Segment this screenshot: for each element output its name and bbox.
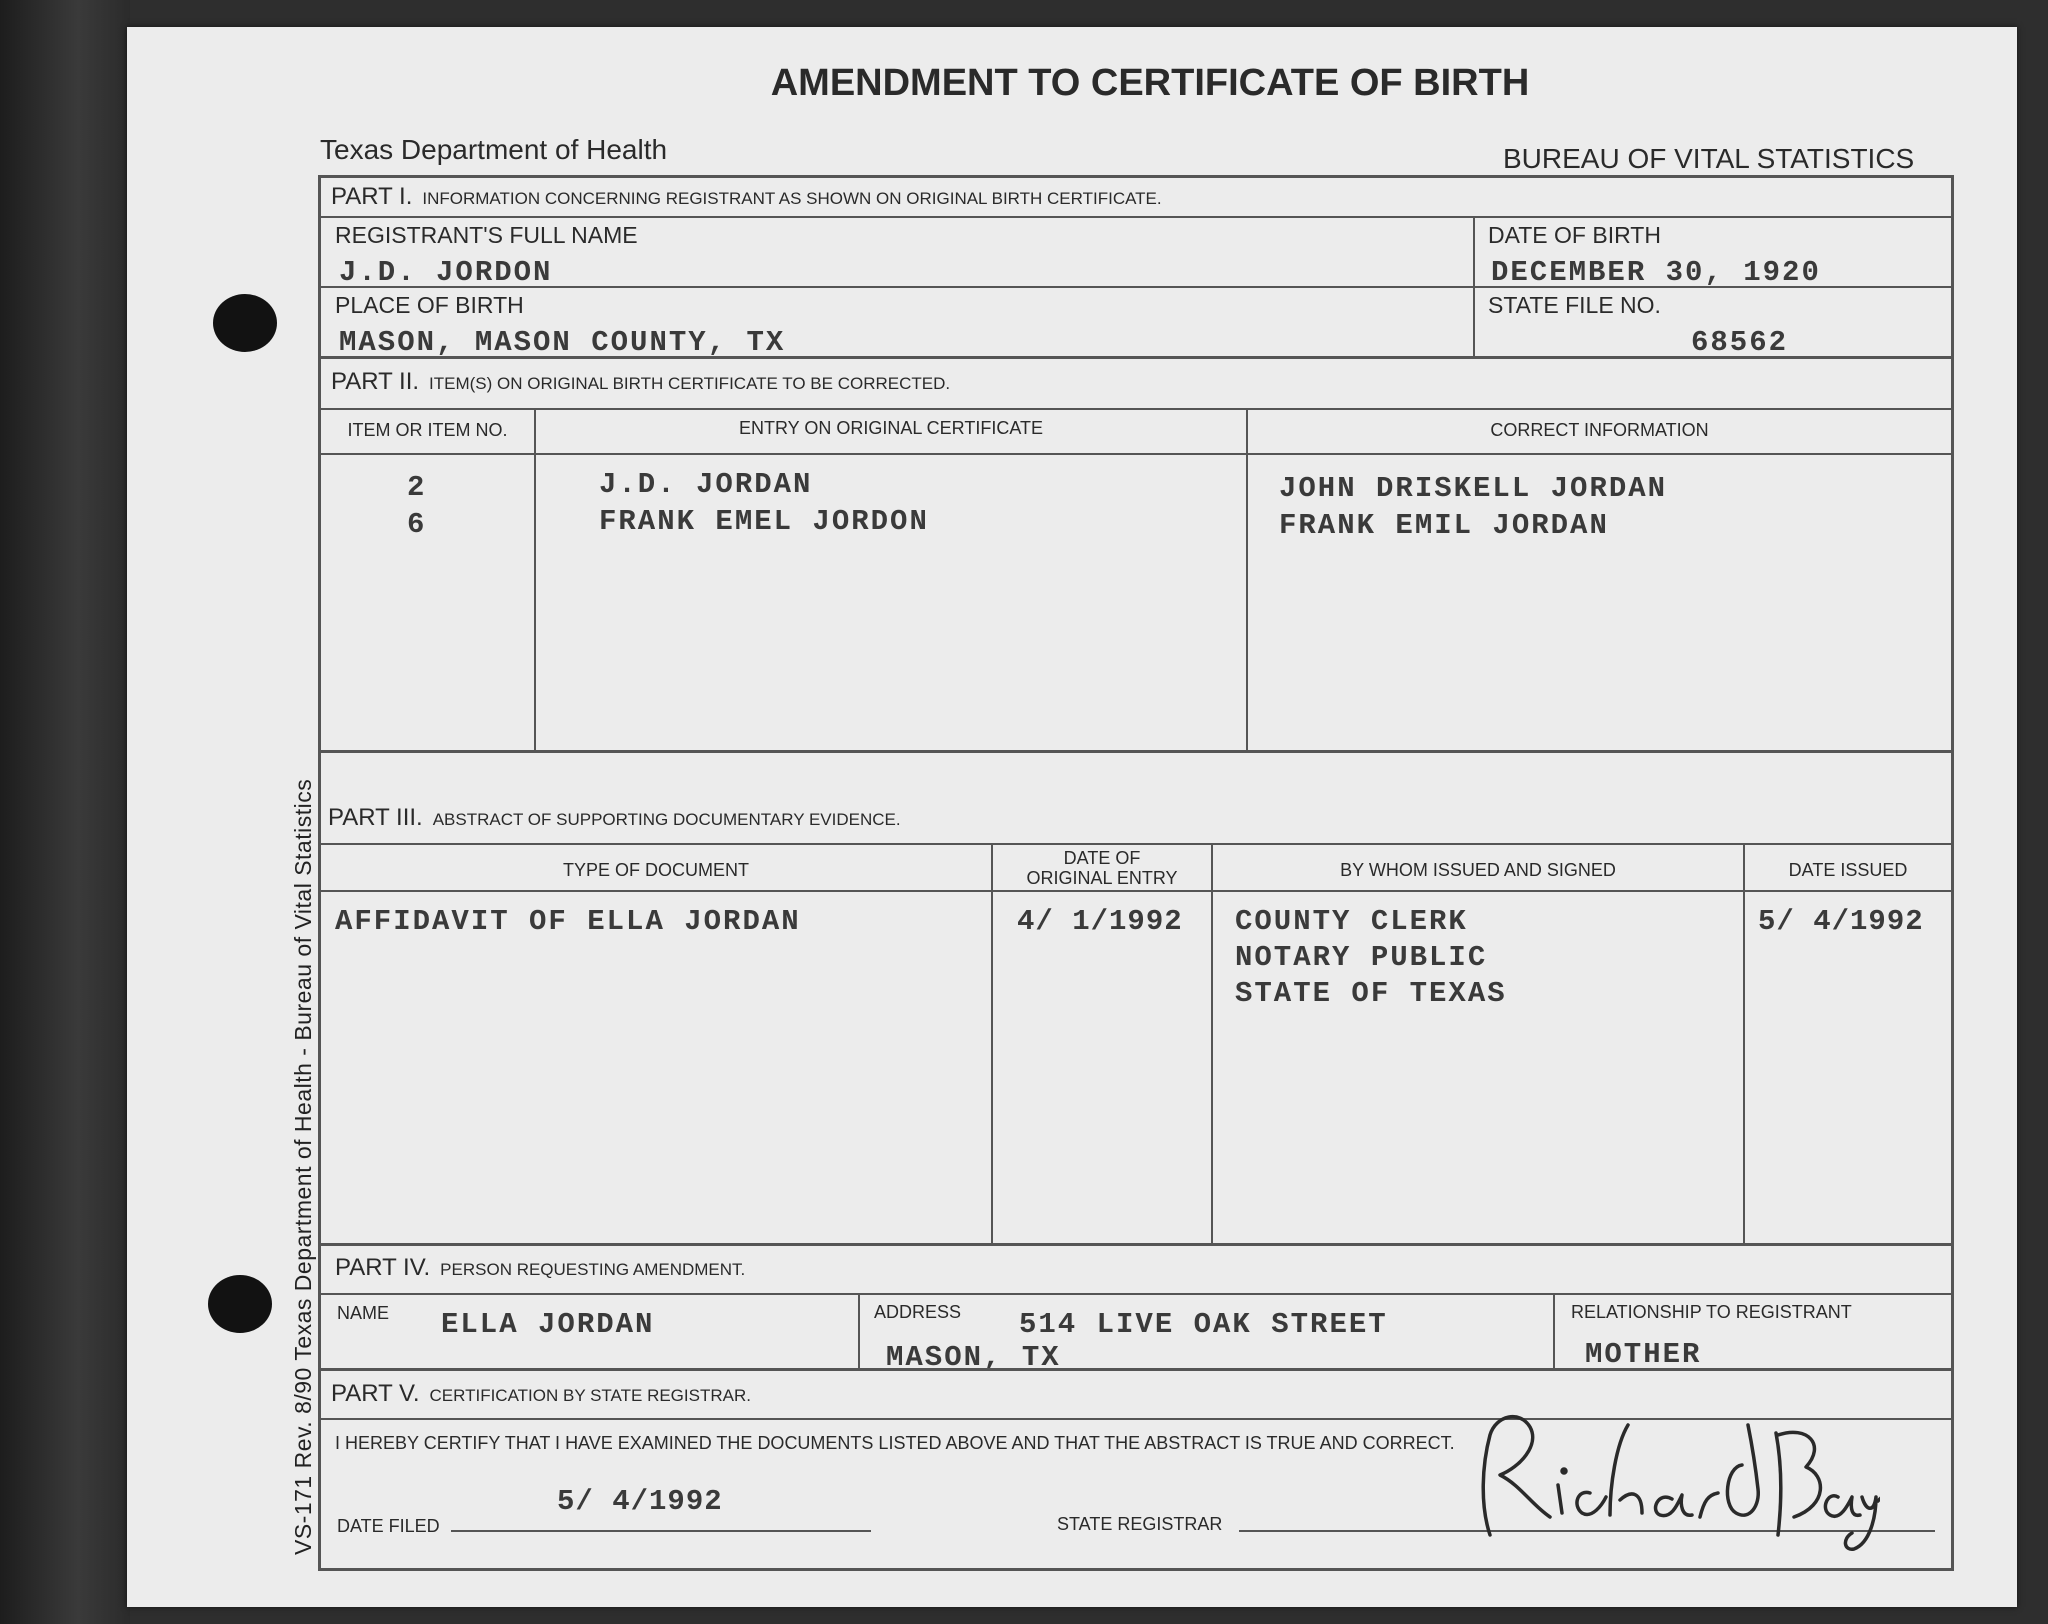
col-date-entry-header: DATE OF ORIGINAL ENTRY	[1026, 848, 1178, 888]
correct-information: FRANK EMIL JORDAN	[1279, 509, 1609, 542]
address-line: MASON, TX	[886, 1341, 1061, 1374]
original-entry-date: 4/ 1/1992	[1017, 905, 1183, 938]
part2-heading: PART II. ITEM(S) ON ORIGINAL BIRTH CERTIFICATE TO BE CORRECTED.	[331, 368, 951, 395]
registrar-signature	[1460, 1405, 1880, 1555]
col-date-issued-header: DATE ISSUED	[1788, 860, 1908, 880]
punch-hole-top	[213, 294, 277, 352]
date-issued: 5/ 4/1992	[1758, 905, 1924, 938]
part3-title: PART III. ABSTRACT OF SUPPORTING DOCUMENTARY EVIDENCE.	[328, 804, 901, 831]
issuer-line: COUNTY CLERK	[1235, 905, 1468, 938]
binder-edge	[0, 0, 130, 1624]
punch-hole-bottom	[208, 1275, 272, 1333]
registrant-name: J.D. JORDON	[339, 256, 553, 289]
issuer-line: STATE OF TEXAS	[1235, 977, 1507, 1010]
col-correct-header: CORRECT INFORMATION	[1490, 420, 1709, 440]
date-filed-label: DATE FILED	[337, 1516, 440, 1536]
registrant-name-label: REGISTRANT'S FULL NAME	[335, 222, 638, 248]
col-type-header: TYPE OF DOCUMENT	[562, 860, 749, 880]
part4-heading: PART IV. PERSON REQUESTING AMENDMENT.	[335, 1254, 746, 1281]
place-of-birth-label: PLACE OF BIRTH	[335, 292, 524, 318]
requester-name: ELLA JORDAN	[441, 1308, 655, 1341]
col-issuer-header: BY WHOM ISSUED AND SIGNED	[1340, 860, 1616, 880]
relationship: MOTHER	[1585, 1338, 1702, 1371]
requester-name-label: NAME	[337, 1303, 390, 1323]
issuer-line: NOTARY PUBLIC	[1235, 941, 1488, 974]
date-filed: 5/ 4/1992	[557, 1485, 723, 1518]
state-file-label: STATE FILE NO.	[1488, 292, 1661, 318]
document-title: AMENDMENT TO CERTIFICATE OF BIRTH	[770, 62, 1530, 104]
dob-label: DATE OF BIRTH	[1488, 222, 1661, 248]
certification-statement: I HEREBY CERTIFY THAT I HAVE EXAMINED THE DOCUMENTS LISTED ABOVE AND THAT THE ABSTRACT IS TRUE AND CORRECT.	[335, 1433, 1455, 1453]
state-file-number: 68562	[1691, 326, 1789, 359]
agency-name: Texas Department of Health	[320, 134, 668, 165]
correct-information: JOHN DRISKELL JORDAN	[1279, 472, 1668, 505]
part5-heading: PART V. CERTIFICATION BY STATE REGISTRAR.	[331, 1380, 751, 1407]
place-of-birth: MASON, MASON COUNTY, TX	[339, 326, 786, 359]
original-entry: J.D. JORDAN	[599, 468, 813, 501]
original-entry: FRANK EMEL JORDON	[599, 505, 929, 538]
item-number: 6	[407, 508, 427, 541]
date-of-birth: DECEMBER 30, 1920	[1491, 256, 1821, 289]
relationship-label: RELATIONSHIP TO REGISTRANT	[1571, 1302, 1852, 1322]
item-number: 2	[407, 471, 427, 504]
address-label: ADDRESS	[874, 1302, 962, 1322]
part1-heading: PART I. INFORMATION CONCERNING REGISTRANT AS SHOWN ON ORIGINAL BIRTH CERTIFICATE.	[331, 183, 1162, 210]
amendment-form	[318, 175, 1954, 1571]
state-registrar-label: STATE REGISTRAR	[1057, 1514, 1223, 1534]
address-line: 514 LIVE OAK STREET	[1019, 1308, 1388, 1341]
bureau-name: BUREAU OF VITAL STATISTICS	[1503, 143, 1915, 174]
form-number-side-text: VS-171 Rev. 8/90 Texas Department of Health - Bureau of Vital Statistics	[290, 778, 316, 1555]
document-type: AFFIDAVIT OF ELLA JORDAN	[335, 905, 801, 938]
col-item-header: ITEM OR ITEM NO.	[347, 420, 508, 440]
col-entry-header: ENTRY ON ORIGINAL CERTIFICATE	[738, 418, 1044, 438]
